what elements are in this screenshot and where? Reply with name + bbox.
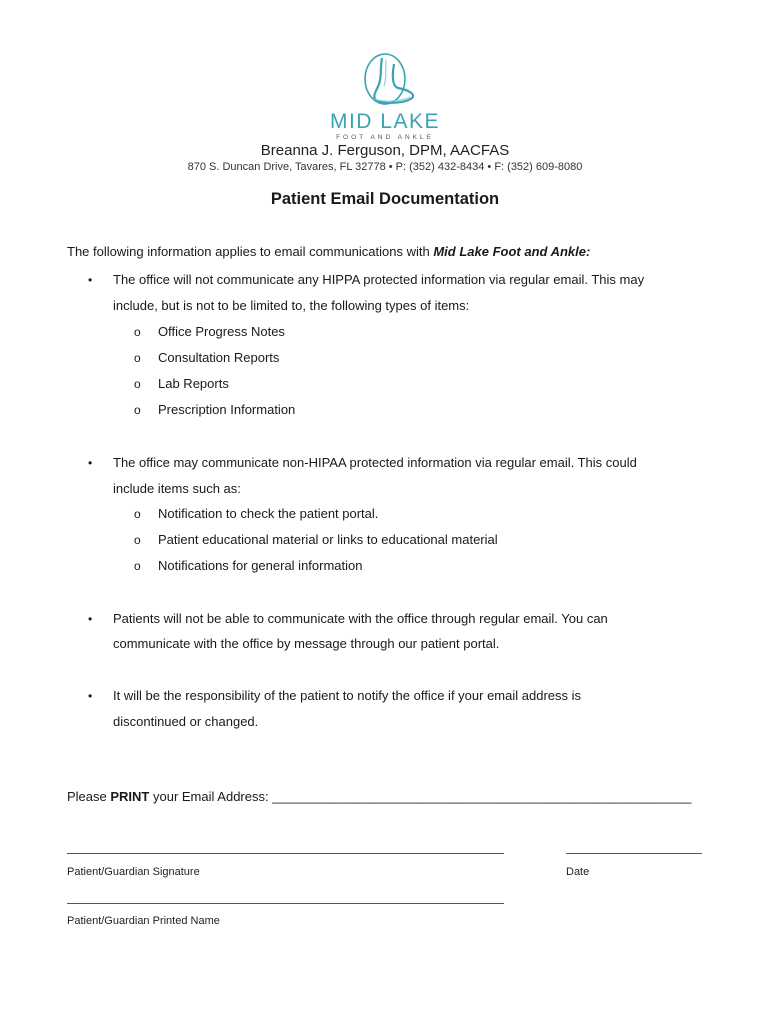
bullet-4: • — [88, 689, 93, 703]
signature-line[interactable] — [67, 853, 504, 854]
section-2-line-2: include items such as: — [113, 481, 241, 496]
intro-emphasis: Mid Lake Foot and Ankle: — [433, 244, 591, 259]
email-blank-line[interactable]: __________________________________________________________ — [272, 789, 692, 804]
list-item: Notification to check the patient portal. — [158, 506, 379, 521]
sub-bullet: o — [134, 403, 141, 417]
bullet-3: • — [88, 612, 93, 626]
section-1-line-1: The office will not communicate any HIPPA protected information via regular email. This may — [113, 272, 645, 287]
list-item: Consultation Reports — [158, 350, 280, 365]
brand-subtitle: FOOT AND ANKLE — [336, 134, 434, 141]
list-item: Lab Reports — [158, 376, 229, 391]
section-4-line-2: discontinued or changed. — [113, 714, 259, 729]
bullet-1: • — [88, 273, 93, 287]
sub-bullet: o — [134, 325, 141, 339]
sub-bullet: o — [134, 533, 141, 547]
sub-bullet: o — [134, 559, 141, 573]
list-item: Prescription Information — [158, 402, 296, 417]
foot-in-circle-icon — [352, 52, 418, 108]
signature-label: Patient/Guardian Signature — [67, 866, 200, 878]
page-title: Patient Email Documentation — [270, 190, 500, 208]
doctor-name: Breanna J. Ferguson, DPM, AACFAS — [260, 142, 510, 159]
intro-paragraph — [67, 239, 590, 265]
section-4-line-1: It will be the responsibility of the patient to notify the office if your email address is — [113, 688, 581, 703]
email-label-bold: PRINT — [110, 789, 150, 804]
section-3-line-1: Patients will not be able to communicate with the office through regular email. You can — [113, 611, 608, 626]
printed-name-line[interactable] — [67, 903, 504, 904]
list-item: Notifications for general information — [158, 558, 363, 573]
date-line[interactable] — [566, 853, 702, 854]
brand-name: MID LAKE — [329, 110, 441, 133]
section-1-line-2: include, but is not to be limited to, the following types of items: — [113, 298, 470, 313]
printed-name-label: Patient/Guardian Printed Name — [67, 915, 220, 927]
email-address-field[interactable] — [67, 784, 692, 810]
list-item: Patient educational material or links to educational material — [158, 532, 498, 547]
sub-bullet: o — [134, 377, 141, 391]
section-3-line-2: communicate with the office by message through our patient portal. — [113, 636, 500, 651]
list-item: Office Progress Notes — [158, 324, 285, 339]
email-label-suffix: your Email Address: — [149, 789, 273, 804]
bullet-2: • — [88, 456, 93, 470]
sub-bullet: o — [134, 351, 141, 365]
sub-bullet: o — [134, 507, 141, 521]
intro-text: The following information applies to email communications with — [67, 244, 434, 259]
date-label: Date — [566, 866, 590, 878]
email-label-prefix: Please — [67, 789, 111, 804]
section-2-line-1: The office may communicate non-HIPAA protected information via regular email. This could — [113, 455, 637, 470]
office-address: 870 S. Duncan Drive, Tavares, FL 32778 • P: (352) 432-8434 • F: (352) 609-8080 — [187, 161, 583, 173]
